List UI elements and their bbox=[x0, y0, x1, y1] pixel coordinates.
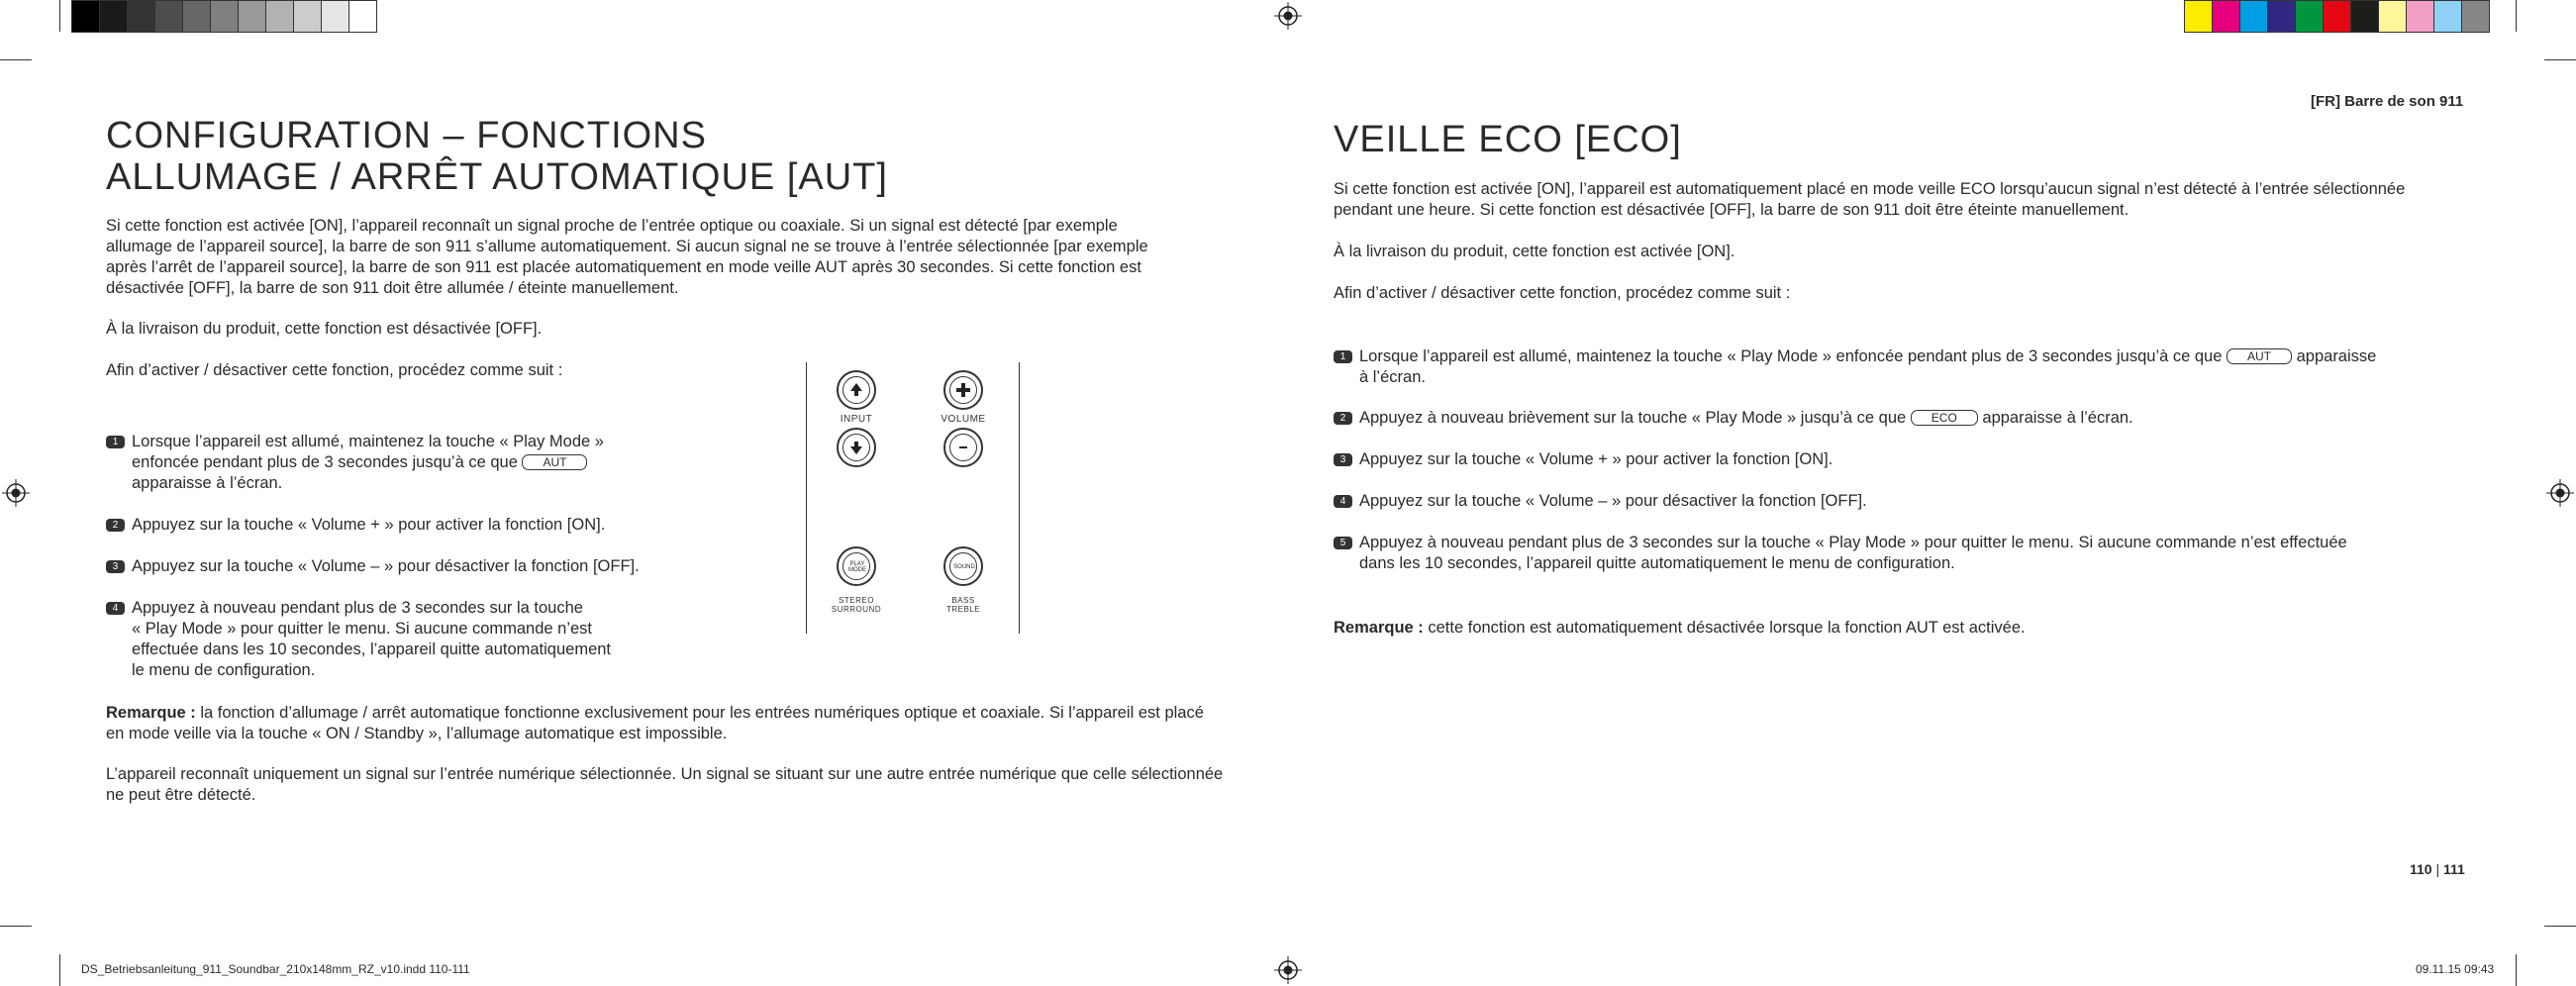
color-swatch bbox=[2185, 1, 2213, 32]
play-mode-label-line1: PLAY bbox=[849, 561, 865, 567]
remark-label: Remarque : bbox=[1334, 619, 1424, 637]
page-numbers bbox=[2410, 861, 2465, 877]
crop-mark bbox=[59, 0, 60, 32]
step-text: le menu de configuration. bbox=[132, 661, 316, 679]
play-mode-button bbox=[837, 546, 876, 586]
step-text bbox=[1359, 408, 2133, 429]
arrow-down-icon bbox=[846, 438, 866, 457]
input-label: INPUT bbox=[840, 414, 873, 425]
gray-swatch bbox=[349, 1, 376, 32]
step-text: apparaisse à l’écran. bbox=[132, 474, 283, 492]
stereo-label: STEREO bbox=[839, 596, 874, 605]
registration-mark-icon bbox=[1274, 2, 1302, 30]
note-paragraph bbox=[106, 764, 1223, 806]
process-color-bar bbox=[2184, 0, 2490, 33]
color-swatch bbox=[2240, 1, 2268, 32]
color-swatch bbox=[2268, 1, 2296, 32]
intro-paragraph bbox=[106, 216, 1148, 299]
remark-label: Remarque : bbox=[106, 704, 196, 722]
step-1 bbox=[106, 432, 604, 494]
step-number: 1 bbox=[106, 436, 125, 448]
eco-display-badge: ECO bbox=[1911, 410, 1978, 426]
step-number: 4 bbox=[106, 602, 125, 615]
gray-swatch bbox=[294, 1, 322, 32]
color-swatch bbox=[2379, 1, 2407, 32]
step-number: 5 bbox=[1334, 537, 1352, 549]
gray-swatch bbox=[183, 1, 211, 32]
page-separator: | bbox=[2435, 861, 2440, 877]
step-text: dans les 10 secondes, l’appareil quitte automatiquement le menu de configuration. bbox=[1359, 554, 1955, 572]
treble-label: TREBLE bbox=[945, 605, 981, 614]
color-swatch bbox=[2213, 1, 2240, 32]
step-number: 2 bbox=[106, 519, 125, 532]
howto-text: Afin d’activer / désactiver cette fonction, procédez comme suit : bbox=[106, 361, 563, 379]
gray-swatch bbox=[72, 1, 100, 32]
step-3 bbox=[106, 556, 640, 577]
intro-line: après l’arrêt de l’appareil source], la barre de son 911 est placée automatiquement en mode veille AUT après 30 secondes. Si cette fonction est bbox=[106, 258, 1141, 276]
step-number: 1 bbox=[1334, 350, 1352, 363]
minus-icon bbox=[953, 438, 973, 457]
crop-mark bbox=[0, 926, 32, 927]
crop-mark bbox=[59, 954, 60, 986]
step-text: Appuyez sur la touche « Volume – » pour désactiver la fonction [OFF]. bbox=[132, 557, 640, 575]
stereo-surround-label bbox=[812, 596, 901, 614]
volume-plus-button bbox=[943, 370, 983, 410]
volume-label: VOLUME bbox=[941, 414, 986, 425]
remote-control-illustration bbox=[806, 362, 1020, 634]
color-swatch bbox=[2462, 1, 2489, 32]
step-number: 2 bbox=[1334, 412, 1352, 425]
plus-icon bbox=[953, 380, 973, 400]
slug-date: 09.11.15 09:43 bbox=[2416, 962, 2495, 976]
volume-minus-button bbox=[943, 428, 983, 467]
crop-mark bbox=[2544, 59, 2576, 60]
play-mode-label-line2: MODE bbox=[848, 567, 866, 573]
input-up-button bbox=[837, 370, 876, 410]
crop-mark bbox=[2516, 0, 2517, 32]
step-text: Appuyez à nouveau pendant plus de 3 secondes sur la touche « Play Mode » pour quitter le menu. Si aucune commande n’est effectuée bbox=[1359, 534, 2347, 551]
step-4 bbox=[106, 598, 611, 681]
remark-line bbox=[106, 703, 1204, 724]
step-number: 4 bbox=[1334, 495, 1352, 508]
color-swatch bbox=[2324, 1, 2351, 32]
step-text-part: Lorsque l’appareil est allumé, maintenez la touche « Play Mode » enfoncée pendant plus de 3 secondes jusqu’à ce que bbox=[1359, 347, 2223, 365]
gray-swatch bbox=[322, 1, 349, 32]
gray-swatch bbox=[266, 1, 294, 32]
intro-line: Si cette fonction est activée [ON], l’appareil reconnaît un signal proche de l’entrée optique ou coaxiale. Si un signal est détecté [par exemple bbox=[106, 217, 1118, 235]
step-number: 3 bbox=[106, 560, 125, 573]
arrow-up-icon bbox=[846, 380, 866, 400]
intro-line: désactivée [OFF], la barre de son 911 doit être allumée / éteinte manuellement. bbox=[106, 279, 679, 297]
surround-label: SURROUND bbox=[831, 605, 882, 614]
crop-mark bbox=[2544, 926, 2576, 927]
eco-intro-line: pendant une heure. Si cette fonction est désactivée [OFF], la barre de son 911 doit être éteinte manuellement. bbox=[1334, 201, 2130, 219]
eco-remark bbox=[1334, 618, 2026, 639]
running-head: [FR] Barre de son 911 bbox=[2311, 93, 2464, 110]
page-number-right: 111 bbox=[2443, 861, 2465, 877]
sound-label: SOUND bbox=[953, 564, 975, 570]
eco-intro-paragraph bbox=[1334, 179, 2405, 221]
remark-text: la fonction d’allumage / arrêt automatique fonctionne exclusivement pour les entrées numériques optique et coaxiale. Si l’appareil est placé bbox=[200, 704, 1204, 722]
crop-mark bbox=[2516, 954, 2517, 986]
eco-howto-text: Afin d’activer / désactiver cette fonction, procédez comme suit : bbox=[1334, 284, 1791, 302]
step-number: 3 bbox=[1334, 453, 1352, 466]
step-text-part: apparaisse bbox=[2296, 347, 2377, 365]
step-text: effectuée dans les 10 secondes, l’appareil quitte automatiquement bbox=[132, 641, 612, 658]
step-text: Appuyez sur la touche « Volume + » pour activer la fonction [ON]. bbox=[1359, 450, 1833, 468]
gray-swatch bbox=[211, 1, 239, 32]
step-text bbox=[1359, 346, 2376, 367]
step-text bbox=[132, 452, 604, 473]
step-text: Appuyez sur la touche « Volume + » pour activer la fonction [ON]. bbox=[132, 516, 606, 534]
step-text: à l’écran. bbox=[1359, 368, 1426, 386]
page-number-left: 110 bbox=[2410, 861, 2432, 877]
grayscale-color-bar bbox=[71, 0, 377, 33]
remark-text: cette fonction est automatiquement désactivée lorsque la fonction AUT est activée. bbox=[1428, 619, 2026, 637]
gray-swatch bbox=[155, 1, 183, 32]
input-down-button bbox=[837, 428, 876, 467]
sound-button bbox=[943, 546, 983, 586]
eco-step-3 bbox=[1334, 449, 1833, 470]
color-swatch bbox=[2407, 1, 2434, 32]
color-swatch bbox=[2296, 1, 2324, 32]
note-text: ne peut être détecté. bbox=[106, 786, 256, 804]
remark-text: en mode veille via la touche « ON / Standby », l’allumage automatique est impossible. bbox=[106, 725, 728, 742]
step-text: Appuyez sur la touche « Volume – » pour désactiver la fonction [OFF]. bbox=[1359, 492, 1867, 510]
registration-mark-icon bbox=[2546, 479, 2574, 507]
step-text: Appuyez à nouveau pendant plus de 3 secondes sur la touche bbox=[132, 599, 583, 617]
play-mode-label bbox=[843, 561, 871, 573]
note-text: L’appareil reconnaît uniquement un signal sur l’entrée numérique sélectionnée. Un signal se situant sur une autre entrée numérique que celle sélectionnée bbox=[106, 765, 1224, 783]
page-title-line2: ALLUMAGE / ARRÊT AUTOMATIQUE [AUT] bbox=[106, 156, 888, 198]
eco-title: VEILLE ECO [ECO] bbox=[1334, 119, 1682, 160]
bass-label: BASS bbox=[951, 596, 975, 605]
gray-swatch bbox=[128, 1, 155, 32]
registration-mark-icon bbox=[1274, 956, 1302, 984]
step-text-part: apparaisse à l’écran. bbox=[1982, 409, 2133, 427]
delivery-text: À la livraison du produit, cette fonction est désactivée [OFF]. bbox=[106, 320, 543, 338]
slug-file: DS_Betriebsanleitung_911_Soundbar_210x148mm_RZ_v10.indd 110-111 bbox=[81, 962, 470, 976]
eco-delivery-text: À la livraison du produit, cette fonction est activée [ON]. bbox=[1334, 243, 1735, 260]
step-text-part: Appuyez à nouveau brièvement sur la touche « Play Mode » jusqu’à ce que bbox=[1359, 409, 1907, 427]
step-text: « Play Mode » pour quitter le menu. Si aucune commande n’est bbox=[132, 620, 593, 638]
page-title-line1: CONFIGURATION – FONCTIONS bbox=[106, 115, 707, 156]
color-swatch bbox=[2351, 1, 2379, 32]
intro-line: allumage de l’appareil source], la barre de son 911 s’allume automatiquement. Si aucun signal ne se trouve à l’entrée sélectionnée [par exemple bbox=[106, 238, 1148, 255]
step-text: Lorsque l’appareil est allumé, maintenez la touche « Play Mode » bbox=[132, 433, 604, 450]
step-text-part: enfoncée pendant plus de 3 secondes jusqu’à ce que bbox=[132, 453, 518, 471]
crop-mark bbox=[0, 59, 32, 60]
eco-intro-line: Si cette fonction est activée [ON], l’appareil est automatiquement placé en mode veille ECO lorsqu’aucun signal n’est détecté à l’entrée sélectionnée bbox=[1334, 180, 2406, 198]
eco-step-4 bbox=[1334, 491, 1867, 512]
gray-swatch bbox=[100, 1, 128, 32]
aut-display-badge: AUT bbox=[522, 454, 587, 470]
gray-swatch bbox=[239, 1, 266, 32]
eco-step-1 bbox=[1334, 346, 2376, 388]
registration-mark-icon bbox=[2, 479, 30, 507]
bass-treble-label bbox=[919, 596, 1008, 614]
step-2 bbox=[106, 515, 605, 536]
eco-step-5 bbox=[1334, 533, 2347, 574]
color-swatch bbox=[2434, 1, 2462, 32]
eco-step-2 bbox=[1334, 408, 2133, 429]
remark-paragraph bbox=[106, 703, 1204, 744]
aut-display-badge: AUT bbox=[2227, 348, 2292, 364]
